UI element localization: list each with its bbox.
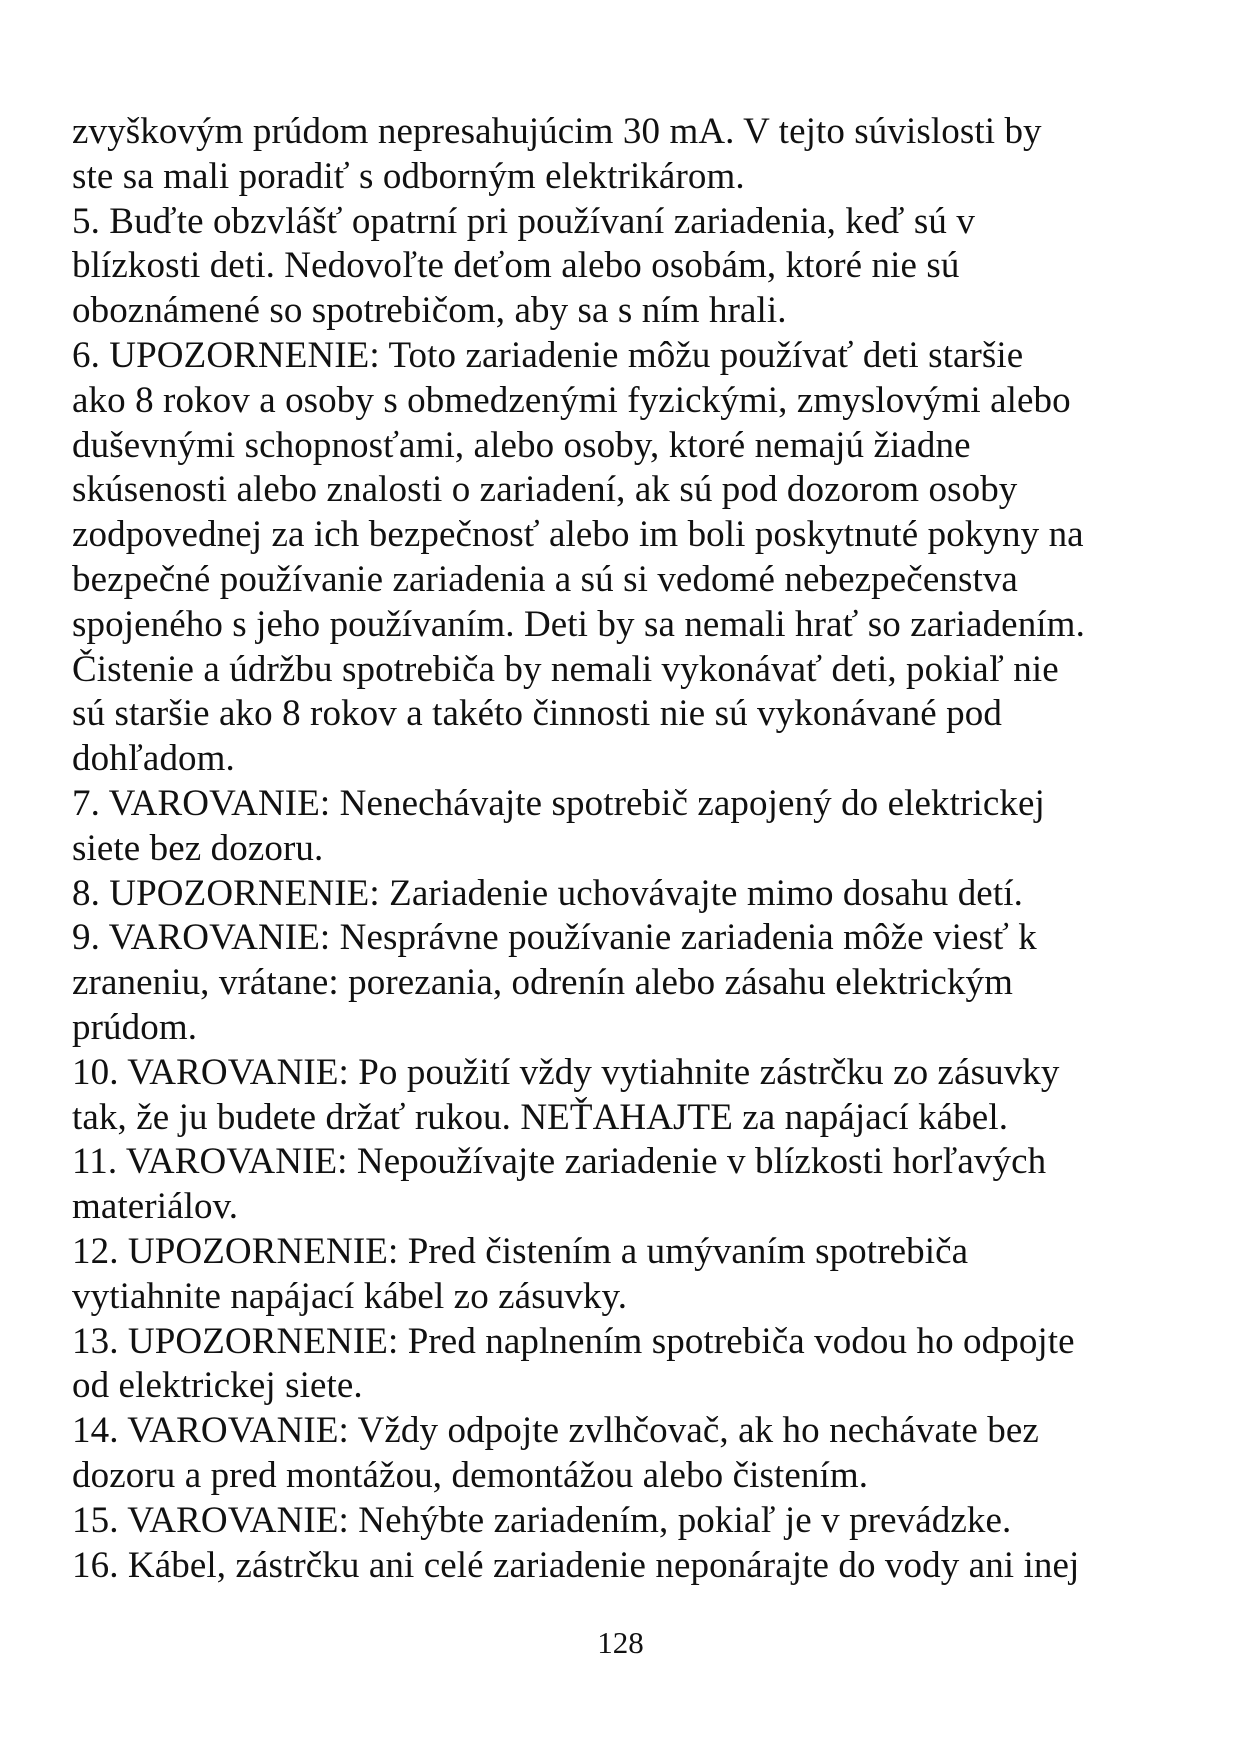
text-line: duševnými schopnosťami, alebo osoby, ktoré nemajú žiadne — [72, 424, 971, 466]
text-line: 11. VAROVANIE: Nepoužívajte zariadenie v blízkosti horľavých — [72, 1141, 1047, 1183]
text-line: 7. VAROVANIE: Nenechávajte spotrebič zapojený do elektrickej — [72, 782, 1045, 824]
text-line: ako 8 rokov a osoby s obmedzenými fyzickými, zmyslovými alebo — [72, 379, 1071, 421]
text-line: zvyškovým prúdom nepresahujúcim 30 mA. V tejto súvislosti by — [72, 111, 1042, 152]
text-line: siete bez dozoru. — [72, 827, 324, 869]
page-number: 128 — [597, 1625, 644, 1660]
text-line: vytiahnite napájací kábel zo zásuvky. — [72, 1275, 628, 1317]
text-line: dohľadom. — [72, 738, 235, 780]
text-line: oboznámené so spotrebičom, aby sa s ním hrali. — [72, 290, 787, 332]
text-line: zraneniu, vrátane: porezania, odrenín alebo zásahu elektrickým — [72, 962, 1014, 1004]
document-body — [72, 110, 1172, 1588]
text-line: bezpečné používanie zariadenia a sú si vedomé nebezpečenstva — [72, 558, 1018, 600]
text-line: dozoru a pred montážou, demontážou alebo čistením. — [72, 1454, 869, 1496]
text-line: 10. VAROVANIE: Po použití vždy vytiahnite zástrčku zo zásuvky — [72, 1051, 1060, 1093]
text-line: spojeného s jeho používaním. Deti by sa nemali hrať so zariadením. — [72, 603, 1085, 645]
text-line: prúdom. — [72, 1006, 198, 1048]
text-line: 14. VAROVANIE: Vždy odpojte zvlhčovač, ak ho nechávate bez — [72, 1410, 1039, 1452]
text-line: blízkosti deti. Nedovoľte deťom alebo osobám, ktoré nie sú — [72, 245, 960, 287]
text-line: 15. VAROVANIE: Nehýbte zariadením, pokiaľ je v prevádzke. — [72, 1499, 1012, 1541]
text-line: od elektrickej siete. — [72, 1365, 363, 1407]
text-line: 12. UPOZORNENIE: Pred čistením a umývaním spotrebiča — [72, 1230, 969, 1272]
text-line: 8. UPOZORNENIE: Zariadenie uchovávajte mimo dosahu detí. — [72, 872, 1023, 914]
text-line: 16. Kábel, zástrčku ani celé zariadenie neponárajte do vody ani inej — [72, 1544, 1080, 1586]
text-line: 5. Buďte obzvlášť opatrní pri používaní zariadenia, keď sú v — [72, 200, 975, 242]
text-line: materiálov. — [72, 1186, 239, 1228]
text-line: 13. UPOZORNENIE: Pred naplnením spotrebiča vodou ho odpojte — [72, 1320, 1075, 1362]
text-line: 9. VAROVANIE: Nesprávne používanie zariadenia môže viesť k — [72, 917, 1037, 959]
text-line: 6. UPOZORNENIE: Toto zariadenie môžu používať deti staršie — [72, 334, 1024, 376]
text-line: zodpovednej za ich bezpečnosť alebo im boli poskytnuté pokyny na — [72, 514, 1084, 556]
text-line: sú staršie ako 8 rokov a takéto činnosti nie sú vykonávané pod — [72, 693, 1002, 735]
text-line: tak, že ju budete držať rukou. NEŤAHAJTE za napájací kábel. — [72, 1096, 1009, 1138]
text-line: skúsenosti alebo znalosti o zariadení, ak sú pod dozorom osoby — [72, 469, 1018, 511]
text-line: ste sa mali poradiť s odborným elektrikárom. — [72, 155, 745, 197]
text-line: Čistenie a údržbu spotrebiča by nemali vykonávať deti, pokiaľ nie — [72, 648, 1059, 690]
